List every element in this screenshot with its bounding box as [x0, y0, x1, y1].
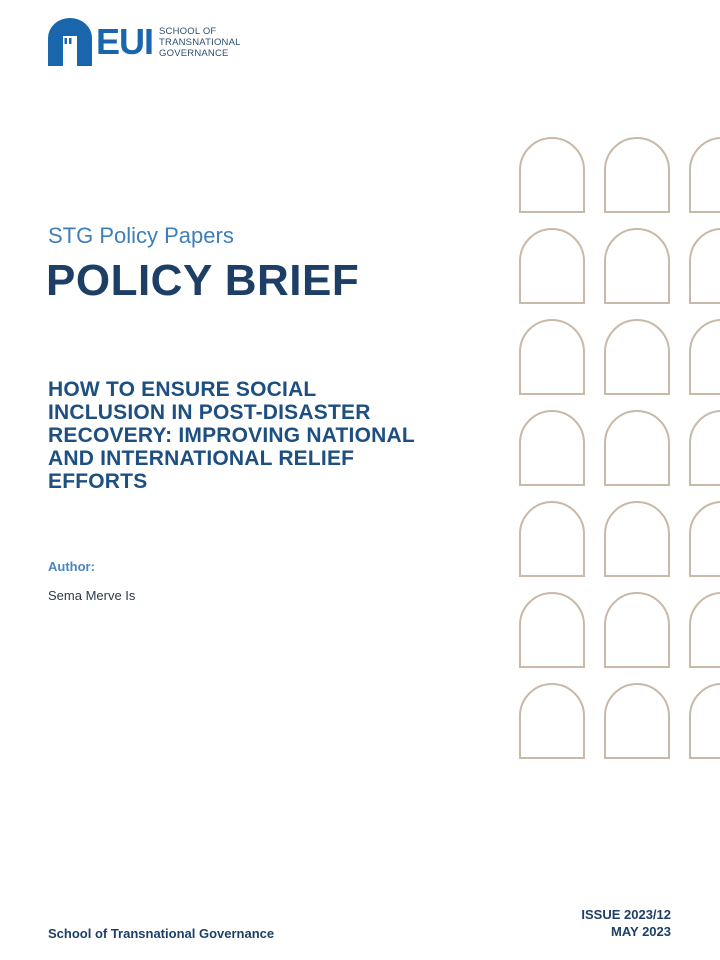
decorative-arch — [690, 138, 720, 212]
decorative-arch — [520, 138, 584, 212]
decorative-arch — [605, 684, 669, 758]
footer-issue-info — [581, 906, 671, 940]
decorative-arch — [690, 320, 720, 394]
author-name: Sema Merve Is — [48, 588, 136, 603]
issue-date: MAY 2023 — [611, 924, 671, 939]
title-line: EFFORTS — [48, 470, 148, 493]
decorative-arch — [605, 138, 669, 212]
footer-institution: School of Transnational Governance — [48, 926, 275, 941]
decorative-arch — [690, 684, 720, 758]
title-line: AND INTERNATIONAL RELIEF — [48, 447, 355, 470]
issue-number: ISSUE 2023/12 — [581, 907, 671, 922]
decorative-arch — [605, 593, 669, 667]
decorative-arch — [605, 320, 669, 394]
decorative-arch — [520, 320, 584, 394]
title-line: INCLUSION IN POST-DISASTER — [48, 401, 371, 424]
decorative-arch — [520, 502, 584, 576]
decorative-arch — [520, 229, 584, 303]
document-type: POLICY BRIEF — [46, 256, 360, 305]
title-line: RECOVERY: IMPROVING NATIONAL — [48, 424, 415, 447]
logo-subtitle-line: SCHOOL OF — [159, 25, 217, 37]
decorative-arch — [520, 593, 584, 667]
decorative-arch — [520, 684, 584, 758]
logo-text: EUI — [96, 21, 154, 62]
logo-subtitle-line: TRANSNATIONAL — [159, 36, 241, 48]
decorative-arch — [605, 502, 669, 576]
decorative-arch — [690, 593, 720, 667]
decorative-arch — [605, 229, 669, 303]
series-title: STG Policy Papers — [48, 223, 234, 248]
decorative-arch — [690, 411, 720, 485]
author-label: Author: — [48, 559, 95, 574]
document-title — [48, 378, 508, 493]
decorative-arch — [690, 229, 720, 303]
decorative-arch — [690, 502, 720, 576]
logo-subtitle-line: GOVERNANCE — [159, 47, 229, 59]
decorative-arch — [605, 411, 669, 485]
decorative-arch — [520, 411, 584, 485]
title-line: HOW TO ENSURE SOCIAL — [48, 378, 317, 401]
